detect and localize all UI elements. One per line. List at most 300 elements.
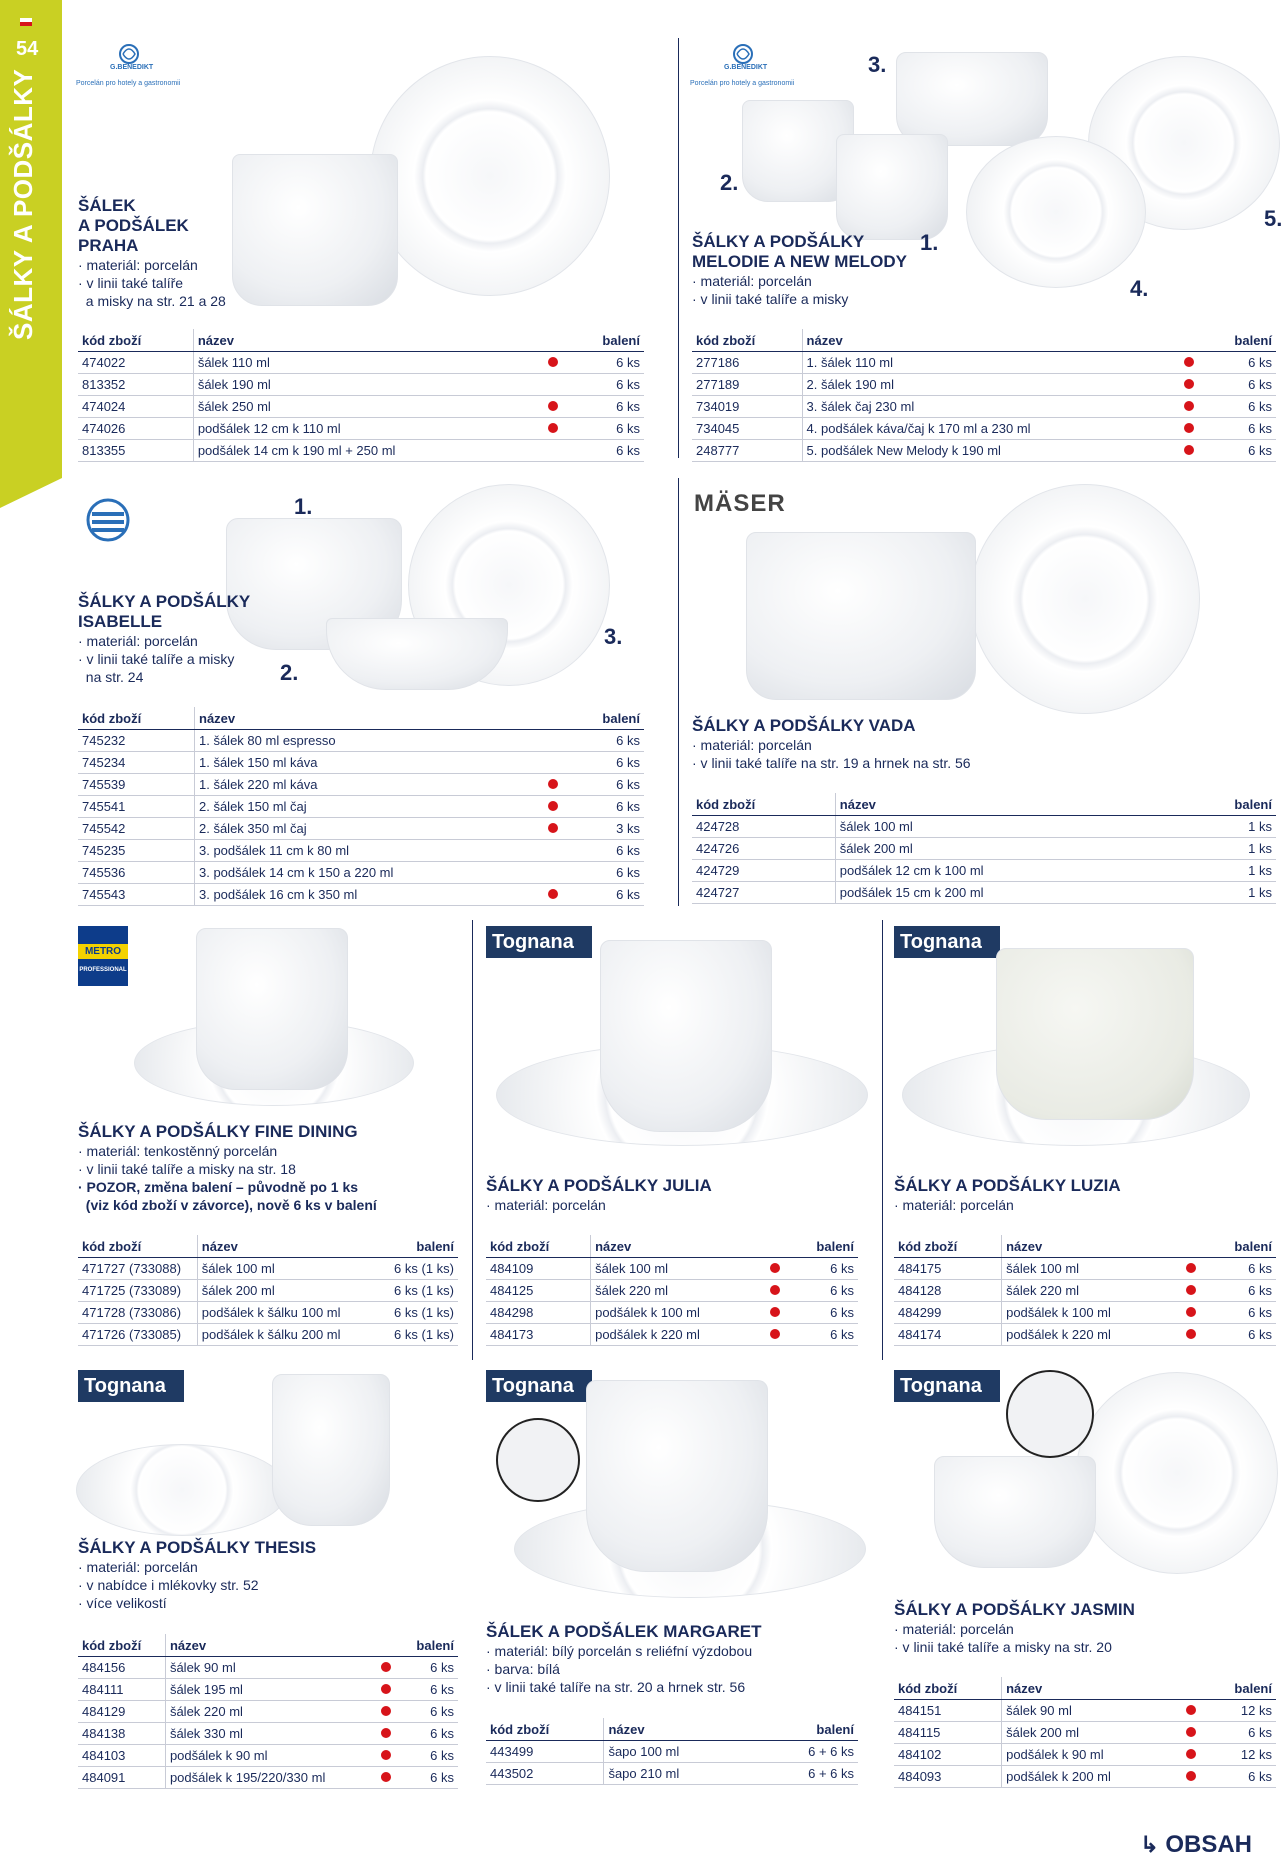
availability-cell [766,1324,788,1346]
bullet: · v linii také talíře a misky na str. 20 [894,1639,1112,1655]
callout-label: 1. [920,230,939,255]
product-code: 745235 [78,840,195,862]
package-size: 6 ks [1202,440,1276,462]
product-table [486,1235,858,1346]
product-name: 2. šálek 350 ml čaj [195,818,544,840]
availability-cell [377,1701,399,1723]
availability-cell [544,418,566,440]
table-row [78,1767,458,1789]
bullet: · barva: bílá [486,1661,560,1677]
product-name: šálek 100 ml [1002,1258,1182,1280]
table-row [78,1324,458,1346]
benedikt-tagline: Porcelán pro hotely a gastronomii [76,80,181,87]
saucer-image [370,56,610,296]
availability-cell [377,1745,399,1767]
red-dot-icon [1184,423,1194,433]
table-row [78,1745,458,1767]
product-name: šálek 200 ml [835,838,1157,860]
product-code: 474026 [78,418,193,440]
bullet: · v linii také talíře na str. 19 a hrnek na str. 56 [692,755,971,771]
product-code: 471725 (733089) [78,1280,197,1302]
bullet: · v linii také talíře a misky na str. 18 [78,1161,296,1177]
package-size: 6 ks [566,774,644,796]
column-header-dot [1180,329,1202,352]
column-header-name: název [1002,1235,1182,1258]
product-name: podšálek k 200 ml [1002,1766,1182,1788]
cup-image [272,1374,390,1526]
availability-cell [1182,1258,1204,1280]
product-code: 813355 [78,440,193,462]
table-header [692,329,1276,352]
product-code: 484093 [894,1766,1002,1788]
package-size: 6 ks [1204,1766,1276,1788]
product-code: 745234 [78,752,195,774]
product-name: podšálek 15 cm k 200 ml [835,882,1157,904]
product-name: podšálek k 100 ml [1002,1302,1182,1324]
column-header-pack: balení [788,1235,858,1258]
table-row [78,730,644,752]
product-name: podšálek k šálku 100 ml [197,1302,360,1324]
bullet: · v linii také talíře [78,275,184,291]
table-row [894,1766,1276,1788]
bullet: (viz kód zboží v závorce), nově 6 ks v balení [78,1197,377,1213]
product-name: šálek 330 ml [165,1723,377,1745]
table-row [894,1258,1276,1280]
product-code: 484111 [78,1679,165,1701]
red-dot-icon [770,1329,780,1339]
package-size: 6 ks [1204,1324,1276,1346]
availability-cell [361,1324,383,1346]
product-name: šapo 210 ml [604,1763,742,1785]
callout-label: 1. [294,494,313,519]
column-header-code: kód zboží [486,1235,591,1258]
column-header-dot [766,1235,788,1258]
bullet: · materiál: porcelán [78,633,198,649]
product-name: 5. podšálek New Melody k 190 ml [802,440,1180,462]
package-size: 6 ks [788,1302,858,1324]
table-row [78,1280,458,1302]
product-thesis [78,1538,316,1612]
table-row [486,1258,858,1280]
table-header [692,793,1276,816]
availability-cell [377,1679,399,1701]
product-name: šálek 220 ml [591,1280,766,1302]
availability-cell [1158,882,1180,904]
product-melodie [692,232,907,308]
availability-cell [742,1763,764,1785]
column-header-pack: balení [764,1718,858,1741]
column-header-code: kód zboží [78,1634,165,1657]
column-header-dot [742,1718,764,1741]
availability-cell [742,1741,764,1763]
column-header-name: název [165,1634,377,1657]
red-dot-icon [770,1307,780,1317]
red-dot-icon [1186,1727,1196,1737]
saucer-image [966,136,1146,288]
table-row [78,796,644,818]
table-row [78,818,644,840]
bullet: · materiál: porcelán [894,1197,1014,1213]
product-code: 745543 [78,884,195,906]
availability-cell [1180,418,1202,440]
table-row [78,862,644,884]
package-size: 6 ks [566,796,644,818]
column-header-pack: balení [566,329,644,352]
column-header-code: kód zboží [486,1718,604,1741]
product-code: 484129 [78,1701,165,1723]
red-dot-icon [1186,1705,1196,1715]
product-name: podšálek 12 cm k 110 ml [193,418,544,440]
red-dot-icon [381,1772,391,1782]
column-header-name: název [835,793,1157,816]
product-code: 248777 [692,440,802,462]
contents-link[interactable] [1140,1831,1252,1859]
red-dot-icon [1184,445,1194,455]
table-row [78,884,644,906]
column-header-name: název [604,1718,742,1741]
product-name: šálek 190 ml [193,374,544,396]
table-row [78,396,644,418]
bullet: · materiál: bílý porcelán s reliéfní výzdobou [486,1643,753,1659]
availability-cell [544,730,566,752]
package-size: 6 ks [566,352,644,374]
column-header-name: název [193,329,544,352]
cup-image [232,154,398,306]
table-header [78,329,644,352]
column-header-pack: balení [1204,1235,1276,1258]
page-number: 54 [16,38,39,60]
package-size: 6 ks [566,440,644,462]
product-name: podšálek k 220 ml [591,1324,766,1346]
product-code: 484091 [78,1767,165,1789]
package-size: 3 ks [566,818,644,840]
package-size: 6 ks [399,1745,458,1767]
red-dot-icon [1186,1285,1196,1295]
benedikt-logo [76,40,186,91]
package-size: 12 ks [1204,1744,1276,1766]
table-header [894,1677,1276,1700]
package-size: 6 ks [1204,1280,1276,1302]
product-table [894,1677,1276,1788]
product-code: 424728 [692,816,835,838]
red-dot-icon [548,423,558,433]
benedikt-logo [690,40,800,91]
table-row [78,1258,458,1280]
cup-image [934,1456,1096,1568]
cup-image [996,948,1194,1120]
table-header [486,1235,858,1258]
callout-label: 5. [1264,206,1282,231]
column-header-name: název [591,1235,766,1258]
package-size: 6 ks [399,1701,458,1723]
availability-cell [1180,440,1202,462]
product-table [78,329,644,462]
package-size: 6 ks [1202,418,1276,440]
bullet: · materiál: porcelán [486,1197,606,1213]
column-header-pack: balení [1204,1677,1276,1700]
product-code: 484299 [894,1302,1002,1324]
package-size: 6 ks [1204,1302,1276,1324]
callout-label: 2. [280,660,299,685]
callout-label: 2. [720,170,739,195]
availability-cell [1180,374,1202,396]
table-row [78,774,644,796]
product-name: 3. podšálek 11 cm k 80 ml [195,840,544,862]
availability-cell [1182,1700,1204,1722]
callout-label: 3. [604,624,623,649]
cup-image [600,940,772,1132]
product-code: 745541 [78,796,195,818]
package-size: 6 ks [399,1723,458,1745]
availability-cell [361,1258,383,1280]
column-header-dot [1158,793,1180,816]
product-code: 745536 [78,862,195,884]
product-code: 471727 (733088) [78,1258,197,1280]
column-header-dot [544,329,566,352]
product-name: 1. šálek 80 ml espresso [195,730,544,752]
product-code: 745539 [78,774,195,796]
red-dot-icon [548,823,558,833]
column-divider [678,478,679,906]
table-header [78,1235,458,1258]
red-dot-icon [1186,1307,1196,1317]
product-code: 745232 [78,730,195,752]
product-code: 484156 [78,1657,165,1679]
column-header-dot [1182,1235,1204,1258]
product-name: 3. podšálek 14 cm k 150 a 220 ml [195,862,544,884]
availability-cell [1182,1744,1204,1766]
benedikt-name: G.BENEDIKT [724,64,768,71]
product-name: podšálek 14 cm k 190 ml + 250 ml [193,440,544,462]
cup-image [586,1380,768,1572]
product-code: 484151 [894,1700,1002,1722]
table-row [692,374,1276,396]
product-code: 484174 [894,1324,1002,1346]
red-dot-icon [1184,379,1194,389]
bullet: · materiál: porcelán [692,737,812,753]
product-title: ŠÁLEK A PODŠÁLEK MARGARET [486,1622,762,1641]
red-dot-icon [548,357,558,367]
detail-zoom-image [1006,1370,1094,1458]
product-praha [78,196,226,310]
package-size: 6 ks (1 ks) [383,1280,458,1302]
availability-cell [1158,838,1180,860]
table-row [692,440,1276,462]
product-name: podšálek k šálku 200 ml [197,1324,360,1346]
product-table [692,793,1276,904]
product-name: šálek 110 ml [193,352,544,374]
availability-cell [544,862,566,884]
product-code: 484103 [78,1745,165,1767]
package-size: 6 ks [566,862,644,884]
product-table [894,1235,1276,1346]
product-title: ŠÁLKY A PODŠÁLKY ISABELLE [78,592,251,631]
product-name: šálek 100 ml [591,1258,766,1280]
product-code: 471728 (733086) [78,1302,197,1324]
red-dot-icon [1186,1771,1196,1781]
red-dot-icon [548,889,558,899]
tognana-logo: Tognana [486,1370,592,1402]
table-row [78,752,644,774]
availability-cell [1182,1302,1204,1324]
product-name: šálek 100 ml [835,816,1157,838]
product-jasmin [894,1600,1135,1656]
package-size: 6 ks [1202,352,1276,374]
package-size: 6 ks [566,396,644,418]
package-size: 6 ks [788,1258,858,1280]
product-code: 484175 [894,1258,1002,1280]
table-header [78,707,644,730]
product-name: šálek 220 ml [165,1701,377,1723]
bullet: · materiál: tenkostěnný porcelán [78,1143,278,1159]
product-name: šálek 220 ml [1002,1280,1182,1302]
product-julia [486,1176,712,1214]
package-size: 1 ks [1180,882,1276,904]
column-header-dot [1182,1677,1204,1700]
product-code: 443499 [486,1741,604,1763]
column-divider [678,38,679,458]
table-row [78,840,644,862]
product-code: 474022 [78,352,193,374]
red-dot-icon [381,1662,391,1672]
product-name: 2. šálek 150 ml čaj [195,796,544,818]
product-name: podšálek k 195/220/330 ml [165,1767,377,1789]
column-header-name: název [197,1235,360,1258]
product-luzia [894,1176,1121,1214]
product-name: šálek 195 ml [165,1679,377,1701]
package-size: 1 ks [1180,838,1276,860]
column-header-code: kód zboží [692,793,835,816]
red-dot-icon [381,1750,391,1760]
tognana-logo: Tognana [486,926,592,958]
table-row [894,1722,1276,1744]
red-dot-icon [1184,357,1194,367]
table-row [486,1324,858,1346]
tognana-logo: Tognana [78,1370,184,1402]
table-row [78,1302,458,1324]
column-header-dot [377,1634,399,1657]
product-title: ŠÁLKY A PODŠÁLKY THESIS [78,1538,317,1557]
tognana-logo: Tognana [894,926,1000,958]
table-row [692,882,1276,904]
table-row [692,838,1276,860]
package-size: 6 + 6 ks [764,1763,858,1785]
table-row [78,418,644,440]
bullet: · v linii také talíře a misky [692,291,849,307]
table-header [486,1718,858,1741]
table-row [894,1744,1276,1766]
benedikt-name: G.BENEDIKT [110,64,154,71]
product-code: 734019 [692,396,802,418]
table-row [78,352,644,374]
red-dot-icon [1184,401,1194,411]
column-header-pack: balení [566,707,644,730]
package-size: 6 ks (1 ks) [383,1324,458,1346]
bullet: na str. 24 [78,669,144,685]
column-divider [882,920,883,1360]
package-size: 6 ks [1204,1258,1276,1280]
product-name: 2. šálek 190 ml [802,374,1180,396]
red-dot-icon [1186,1749,1196,1759]
callout-label: 3. [868,52,887,77]
availability-cell [1182,1324,1204,1346]
product-code: 277186 [692,352,802,374]
product-code: 484173 [486,1324,591,1346]
product-title: ŠÁLKY A PODŠÁLKY VADA [692,716,916,735]
product-code: 471726 (733085) [78,1324,197,1346]
column-divider [472,920,473,1360]
bullet: · materiál: porcelán [78,257,198,273]
availability-cell [544,818,566,840]
column-header-code: kód zboží [78,329,193,352]
suisse-langenthal-logo [78,484,138,561]
package-size: 6 ks [566,418,644,440]
product-code: 484125 [486,1280,591,1302]
table-row [692,418,1276,440]
column-header-dot [544,707,566,730]
availability-cell [544,840,566,862]
table-row [486,1763,858,1785]
availability-cell [1182,1766,1204,1788]
package-size: 6 ks [1204,1722,1276,1744]
product-code: 443502 [486,1763,604,1785]
bullet: · POZOR, změna balení – původně po 1 ks [78,1179,359,1195]
product-vada [692,716,971,772]
package-size: 6 ks [566,840,644,862]
bullet: · materiál: porcelán [692,273,812,289]
column-header-pack: balení [1180,793,1276,816]
cup-image [836,134,948,240]
saucer-image [76,1444,288,1536]
red-dot-icon [548,801,558,811]
contents-link-label: OBSAH [1165,1831,1252,1858]
table-row [486,1280,858,1302]
package-size: 6 ks [1202,396,1276,418]
red-dot-icon [548,779,558,789]
availability-cell [544,440,566,462]
product-code: 277189 [692,374,802,396]
bullet: · materiál: porcelán [894,1621,1014,1637]
red-dot-icon [1186,1329,1196,1339]
product-isabelle [78,592,250,686]
product-code: 424729 [692,860,835,882]
product-code: 484102 [894,1744,1002,1766]
product-table [692,329,1276,462]
table-row [894,1280,1276,1302]
package-size: 6 ks [566,374,644,396]
column-header-name: název [802,329,1180,352]
table-row [894,1302,1276,1324]
availability-cell [1182,1280,1204,1302]
availability-cell [1180,352,1202,374]
table-row [692,816,1276,838]
package-size: 1 ks [1180,860,1276,882]
column-header-code: kód zboží [894,1235,1002,1258]
callout-label: 4. [1130,276,1149,301]
table-header [894,1235,1276,1258]
availability-cell [377,1657,399,1679]
product-table [486,1718,858,1785]
availability-cell [361,1280,383,1302]
availability-cell [377,1767,399,1789]
product-code: 484138 [78,1723,165,1745]
package-size: 12 ks [1204,1700,1276,1722]
arrow-down-right-icon: ↳ [1140,1832,1159,1857]
availability-cell [766,1258,788,1280]
package-size: 6 ks [788,1324,858,1346]
product-name: šapo 100 ml [604,1741,742,1763]
availability-cell [544,884,566,906]
